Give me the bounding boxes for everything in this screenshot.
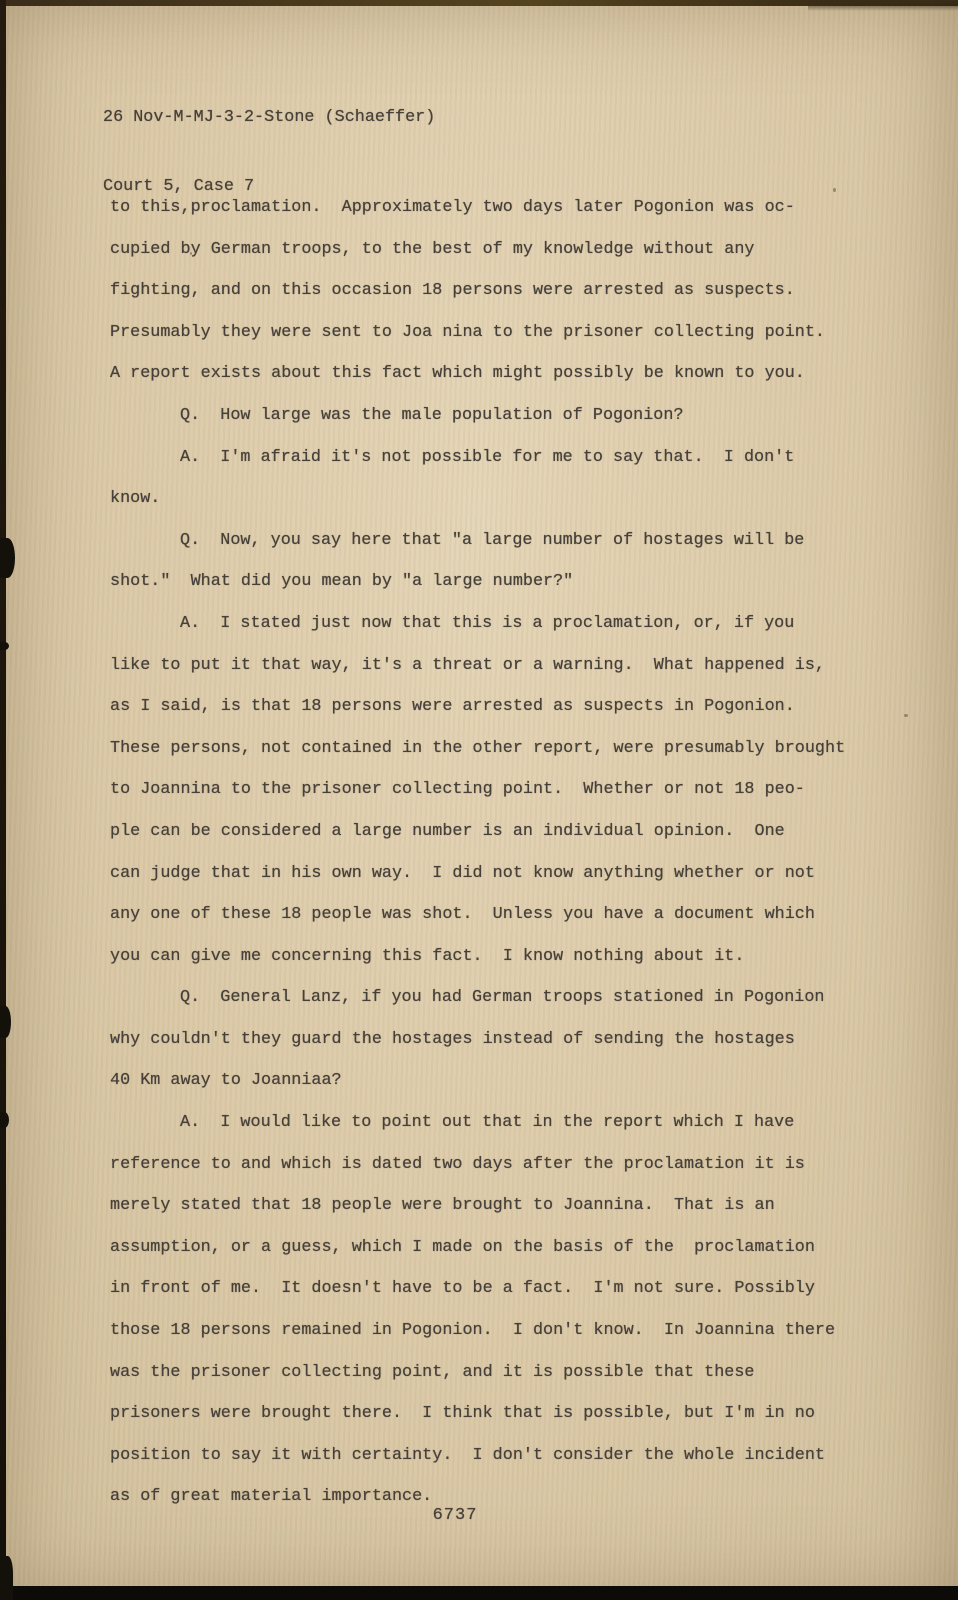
text-line: A. I stated just now that this is a proclamation, or, if you	[180, 613, 795, 633]
page-number: 6737	[432, 1506, 478, 1525]
text-line: why couldn't they guard the hostages instead of sending the hostages	[110, 1029, 795, 1049]
text-line: like to put it that way, it's a threat or a warning. What happened is,	[110, 655, 825, 675]
text-line: you can give me concerning this fact. I know nothing about it.	[110, 946, 745, 966]
text-line: merely stated that 18 people were brought to Joannina. That is an	[110, 1196, 775, 1216]
transcript-body	[110, 187, 870, 1518]
text-line: know.	[110, 489, 161, 509]
text-line: reference to and which is dated two days after the proclamation it is	[110, 1154, 805, 1174]
header-line: Court 5, Case 7	[103, 177, 255, 196]
text-line: Q. Now, you say here that "a large number of hostages will be	[180, 530, 805, 550]
text-line: A. I would like to point out that in the report which I have	[180, 1113, 795, 1133]
text-line: to Joannina to the prisoner collecting point. Whether or not 18 peo-	[110, 780, 805, 800]
text-line: in front of me. It doesn't have to be a fact. I'm not sure. Possibly	[110, 1279, 815, 1299]
scan-artifact-blob	[0, 1556, 13, 1600]
scan-edge-top-right	[808, 0, 958, 11]
scan-artifact-blob	[0, 1112, 9, 1128]
text-line: prisoners were brought there. I think that is possible, but I'm in no	[110, 1404, 815, 1424]
text-line: 40 Km away to Joanniaa?	[110, 1071, 342, 1091]
scan-edge-left	[0, 0, 6, 1600]
text-line: Presumably they were sent to Joa nina to the prisoner collecting point.	[110, 322, 825, 342]
text-line: as of great material importance.	[110, 1487, 433, 1507]
text-line: ple can be considered a large number is an individual opinion. One	[110, 821, 785, 841]
text-line: A. I'm afraid it's not possible for me to say that. I don't	[180, 447, 795, 467]
text-line: These persons, not contained in the other report, were presumably brought	[110, 738, 846, 758]
text-line: to this,proclamation. Approximately two days later Pogonion was oc-	[110, 198, 795, 217]
scan-edge-bottom	[0, 1586, 958, 1600]
text-line: fighting, and on this occasion 18 persons were arrested as suspects.	[110, 281, 795, 301]
text-line: shot." What did you mean by "a large number?"	[110, 572, 574, 592]
text-line: any one of these 18 people was shot. Unless you have a document which	[110, 905, 815, 925]
text-line: Q. General Lanz, if you had German troops stationed in Pogonion	[180, 988, 825, 1008]
header-line: 26 Nov-M-MJ-3-2-Stone (Schaeffer)	[103, 108, 436, 127]
text-line: position to say it with certainty. I don't consider the whole incident	[110, 1445, 825, 1465]
text-line: can judge that in his own way. I did not know anything whether or not	[110, 863, 815, 883]
text-line: Q. How large was the male population of Pogonion?	[180, 405, 684, 425]
text-line: those 18 persons remained in Pogonion. I don't know. In Joannina there	[110, 1321, 836, 1341]
scan-artifact-blob	[0, 642, 9, 650]
text-line: assumption, or a guess, which I made on the basis of the proclamation	[110, 1237, 815, 1257]
text-line: was the prisoner collecting point, and it is possible that these	[110, 1362, 755, 1382]
scan-speck	[904, 714, 908, 717]
text-line: A report exists about this fact which might possibly be known to you.	[110, 364, 805, 384]
text-line: as I said, is that 18 persons were arrested as suspects in Pogonion.	[110, 697, 795, 717]
scan-artifact-blob	[0, 1006, 11, 1038]
scan-artifact-blob	[0, 538, 15, 578]
text-line: cupied by German troops, to the best of my knowledge without any	[110, 239, 755, 259]
